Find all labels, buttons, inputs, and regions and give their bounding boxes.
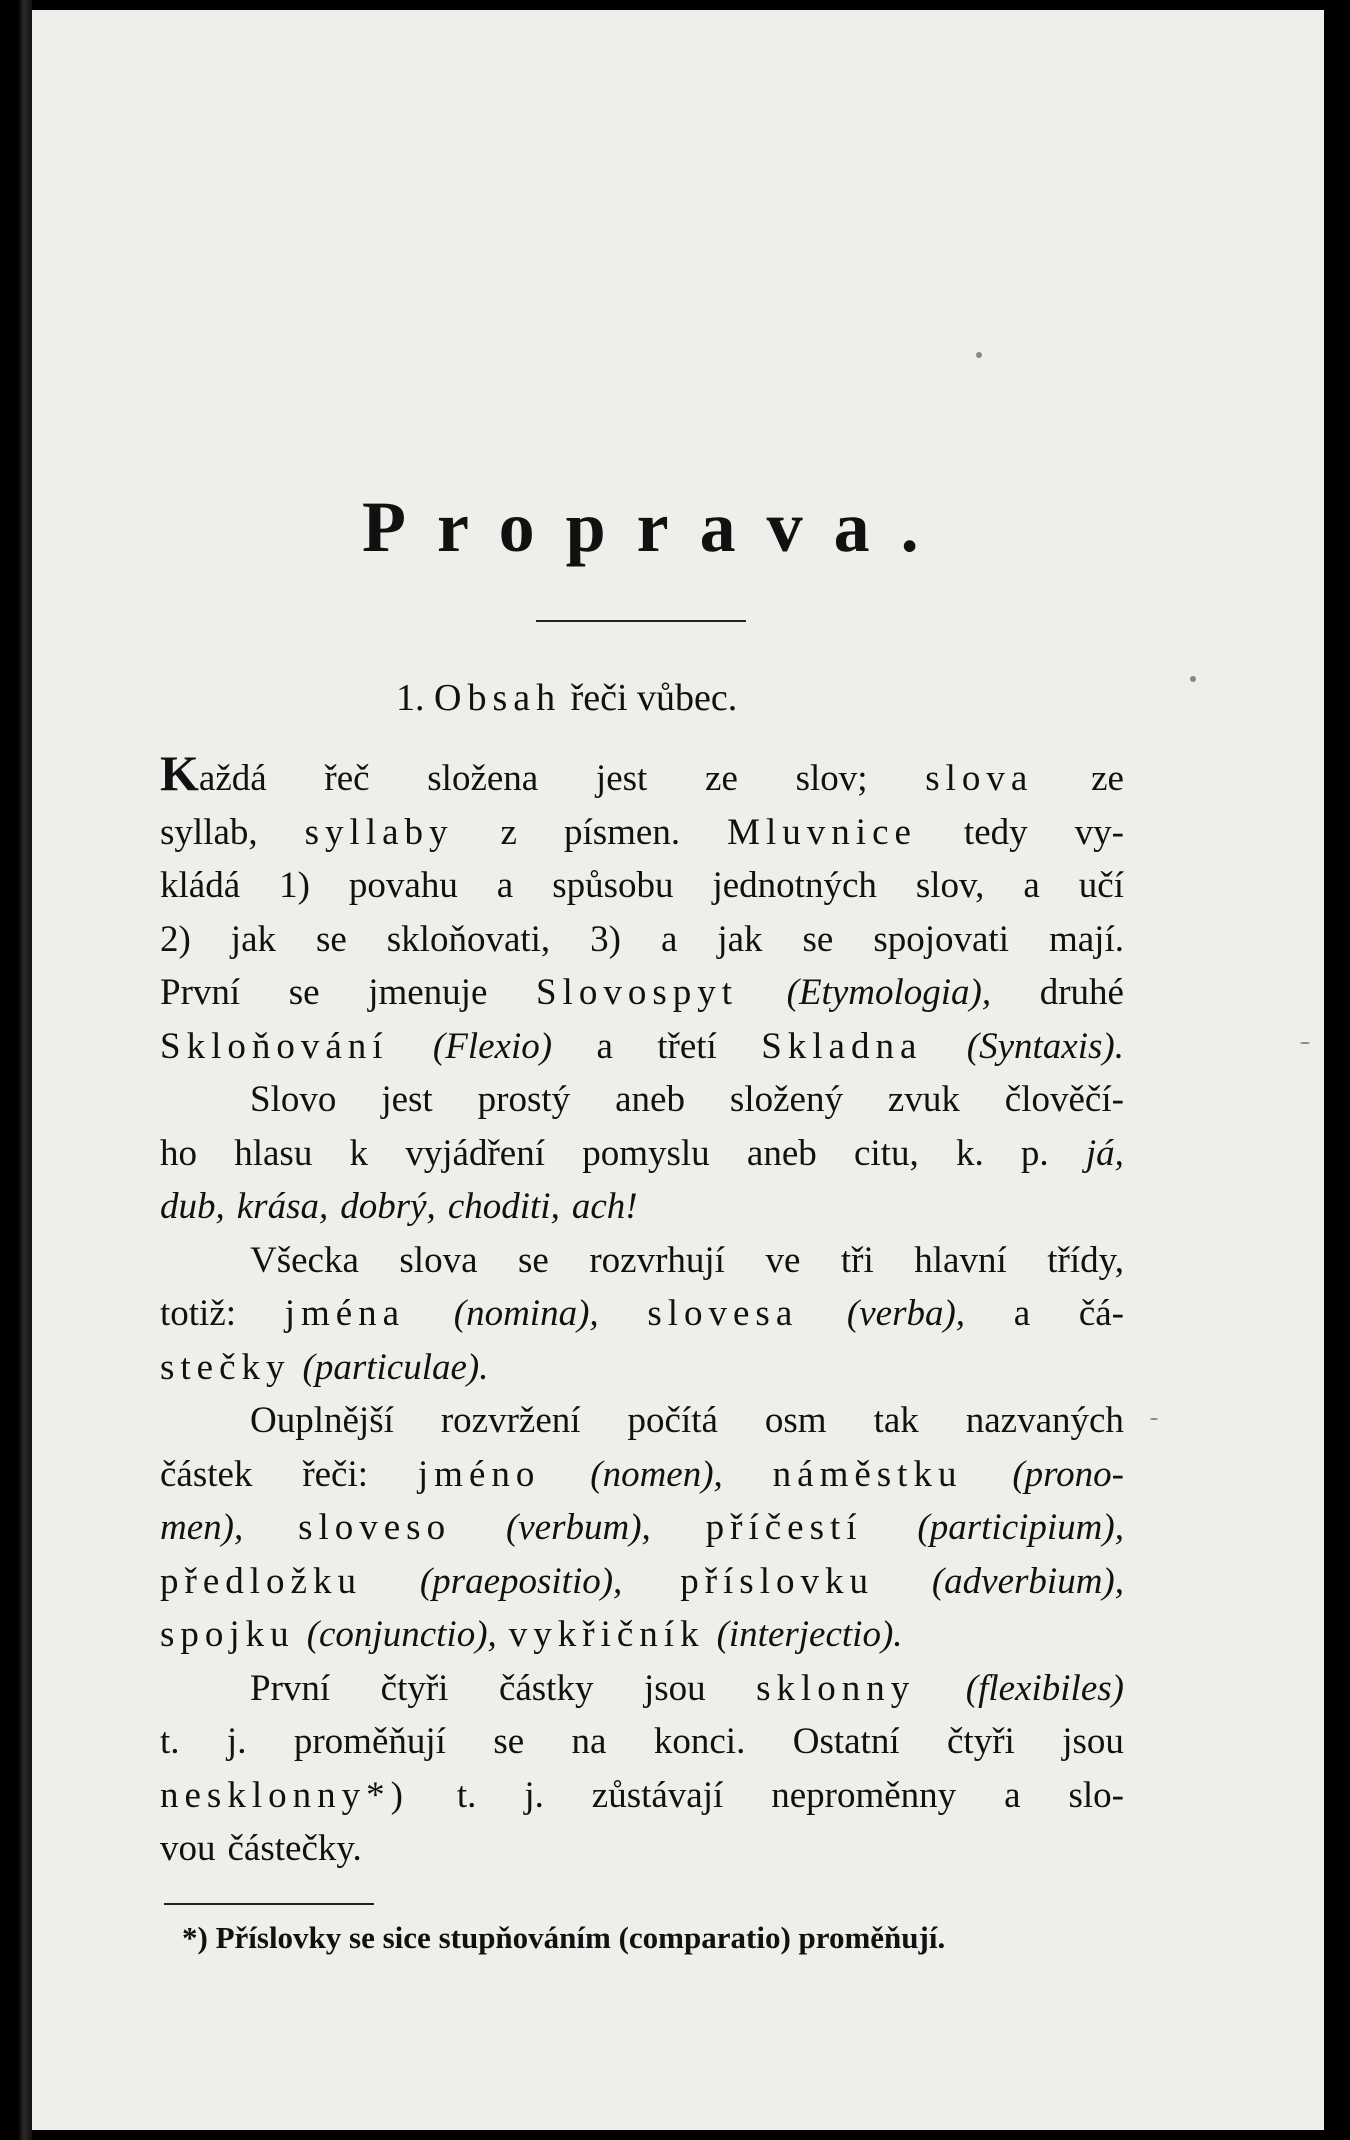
word: třídy, <box>1047 1239 1124 1281</box>
word: hlasu <box>234 1132 313 1174</box>
text-line <box>160 1020 1124 1074</box>
title-divider <box>536 620 746 622</box>
scan-left-edge <box>0 0 32 2140</box>
word: První <box>160 972 241 1013</box>
word: a <box>1023 865 1040 906</box>
word: složený <box>729 1079 843 1120</box>
word: ze <box>1091 758 1124 799</box>
word: kládá <box>160 865 241 906</box>
word: příčestí <box>705 1507 863 1548</box>
word: se <box>493 1721 525 1762</box>
word: 1) <box>279 865 310 906</box>
word: částečky. <box>227 1828 362 1869</box>
word: částek <box>160 1453 253 1495</box>
word: Ostatní <box>792 1721 900 1762</box>
word: slov, <box>915 865 985 906</box>
word: Všecka <box>250 1239 359 1281</box>
word: čtyři <box>380 1667 449 1709</box>
word: První <box>250 1667 331 1709</box>
word: na <box>571 1721 607 1762</box>
word: (conjunctio), <box>306 1614 497 1655</box>
word: 2) <box>160 918 191 960</box>
word: tedy <box>963 811 1028 853</box>
text-line <box>160 1501 1124 1555</box>
word: spojku <box>160 1614 295 1655</box>
text-line <box>160 1715 1124 1769</box>
word: písmen. <box>563 811 681 853</box>
word: jména <box>284 1293 406 1334</box>
word: konci. <box>653 1721 746 1762</box>
word: k. <box>955 1132 984 1174</box>
word: Skloňování <box>160 1025 389 1067</box>
word: složena <box>427 758 539 799</box>
word: rozvržení <box>440 1400 581 1441</box>
word: jest <box>381 1079 433 1120</box>
word: jsou <box>1062 1721 1124 1762</box>
word: pomyslu <box>582 1132 710 1174</box>
word: Každá <box>160 745 267 801</box>
word: choditi, <box>447 1186 560 1227</box>
text-line <box>160 1822 1124 1876</box>
word: 3) <box>590 918 621 960</box>
word: stečky <box>160 1346 291 1388</box>
word: (particulae). <box>302 1346 489 1388</box>
word: (interjectio). <box>716 1614 903 1655</box>
word: Skladna <box>761 1025 923 1067</box>
word: zvuk <box>887 1079 960 1120</box>
word: sloveso <box>298 1507 452 1548</box>
word: nesklonny*) <box>160 1774 409 1816</box>
word: t. <box>456 1774 477 1816</box>
word: totiž: <box>160 1293 237 1334</box>
word: já, <box>1085 1132 1124 1174</box>
word: člověčí- <box>1004 1079 1124 1120</box>
word: slovesa <box>647 1293 799 1334</box>
word: prostý <box>477 1079 571 1120</box>
text-line <box>160 1608 1124 1662</box>
word: ho <box>160 1132 197 1174</box>
word: (Flexio) <box>432 1025 553 1067</box>
word: tak <box>873 1400 919 1441</box>
word: počítá <box>627 1400 718 1441</box>
word: vykřičník <box>508 1614 705 1655</box>
word: syllaby <box>304 811 454 853</box>
word: slova <box>399 1239 478 1281</box>
word: vyjádření <box>405 1132 545 1174</box>
word: vou <box>160 1828 216 1869</box>
body-text <box>160 745 1124 1876</box>
word: jsou <box>643 1667 706 1709</box>
word: a <box>1004 1774 1021 1816</box>
section-heading <box>396 676 737 720</box>
word: osm <box>764 1400 827 1441</box>
word: j. <box>226 1721 247 1762</box>
word: (Syntaxis). <box>966 1025 1124 1067</box>
word: rozvrhují <box>589 1239 725 1281</box>
word: čtyři <box>947 1721 1015 1762</box>
word: spojovati <box>873 918 1009 960</box>
text-line <box>160 1769 1124 1823</box>
word: ze <box>705 758 738 799</box>
text-line <box>160 1555 1124 1609</box>
word: tři <box>840 1239 874 1281</box>
word: a <box>660 918 678 960</box>
word: se <box>288 972 320 1013</box>
word: částky <box>498 1667 594 1709</box>
word: (nomen), <box>590 1453 723 1495</box>
scan-speck <box>1190 676 1196 682</box>
word: slova <box>925 758 1034 799</box>
word: (prono- <box>1012 1453 1124 1495</box>
section-heading-rest: řeči vůbec. <box>570 677 738 719</box>
text-line <box>160 1180 1124 1234</box>
text-line <box>160 1662 1124 1716</box>
word: zůstávají <box>591 1774 724 1816</box>
word: j. <box>524 1774 544 1816</box>
word: (praepositio), <box>419 1560 623 1602</box>
word: z <box>500 811 517 853</box>
word: men), <box>160 1507 244 1548</box>
word: nazvaných <box>965 1400 1124 1441</box>
word: spůsobu <box>552 865 674 906</box>
word: (Etymologia), <box>786 972 992 1013</box>
text-line <box>160 1448 1124 1502</box>
word: Slovospyt <box>535 972 739 1013</box>
word: slov; <box>795 758 868 799</box>
word: krása, <box>236 1186 329 1227</box>
drop-cap: K <box>160 745 199 801</box>
word: čá- <box>1078 1293 1124 1334</box>
word: (adverbium), <box>931 1560 1124 1602</box>
word: hlavní <box>914 1239 1007 1281</box>
text-line <box>160 806 1124 860</box>
text-line <box>160 859 1124 913</box>
word: předložku <box>160 1560 362 1602</box>
text-line <box>160 966 1124 1020</box>
text-line <box>160 745 1124 806</box>
word: jest <box>595 758 648 799</box>
word: t. <box>160 1721 180 1762</box>
word: jmenuje <box>368 972 488 1013</box>
text-line <box>160 913 1124 967</box>
word: neproměnny <box>771 1774 957 1816</box>
text-line <box>160 1073 1124 1127</box>
word: druhé <box>1039 972 1124 1013</box>
word: jméno <box>417 1453 541 1495</box>
word: se <box>315 918 347 960</box>
word: (nomina), <box>453 1293 599 1334</box>
text-line <box>160 1341 1124 1395</box>
word: povahu <box>348 865 458 906</box>
word: ve <box>765 1239 801 1281</box>
scan-speck <box>1300 1042 1310 1044</box>
word: Mluvnice <box>727 811 917 853</box>
word: se <box>802 918 834 960</box>
text-line <box>160 1394 1124 1448</box>
word: Slovo <box>250 1079 337 1120</box>
word: slo- <box>1068 1774 1124 1816</box>
word: citu, <box>853 1132 919 1174</box>
word: učí <box>1078 865 1124 906</box>
word: proměňují <box>293 1721 446 1762</box>
word: (flexibiles) <box>965 1667 1124 1709</box>
word: ach! <box>571 1186 638 1227</box>
word: příslovku <box>680 1560 874 1602</box>
word: mají. <box>1048 918 1124 960</box>
word: vy- <box>1074 811 1124 853</box>
word: jednotných <box>712 865 877 906</box>
word: aneb <box>746 1132 817 1174</box>
word: jak <box>230 918 276 960</box>
word: jak <box>717 918 763 960</box>
word: skloňovati, <box>386 918 551 960</box>
page-title: Proprava. <box>362 487 950 567</box>
word: (verba), <box>846 1293 966 1334</box>
word: (verbum), <box>505 1507 651 1548</box>
section-number: 1. <box>396 677 425 719</box>
word: k <box>349 1132 369 1174</box>
word: řeči: <box>302 1453 369 1495</box>
word: dobrý, <box>340 1186 436 1227</box>
text-line <box>160 1234 1124 1288</box>
word: (participium), <box>917 1507 1124 1548</box>
word: náměstku <box>772 1453 963 1495</box>
word: a <box>596 1025 613 1067</box>
word: dub, <box>160 1186 225 1227</box>
word: řeč <box>324 758 370 799</box>
scan-speck <box>1150 1418 1158 1420</box>
word: Ouplnější <box>250 1400 394 1441</box>
word: sklonny <box>756 1667 916 1709</box>
word: syllab, <box>160 811 258 853</box>
word: se <box>518 1239 549 1281</box>
word: třetí <box>657 1025 717 1067</box>
word: aneb <box>615 1079 685 1120</box>
text-line <box>160 1127 1124 1181</box>
section-heading-spaced: Obsah <box>434 677 562 719</box>
word: p. <box>1020 1132 1049 1174</box>
word: a <box>1013 1293 1031 1334</box>
text-line <box>160 1287 1124 1341</box>
footnote: *) Příslovky se sice stupňováním (comparatio) proměňují. <box>182 1920 946 1955</box>
word: a <box>496 865 514 906</box>
footnote-divider <box>164 1903 374 1905</box>
scan-speck <box>976 352 982 358</box>
